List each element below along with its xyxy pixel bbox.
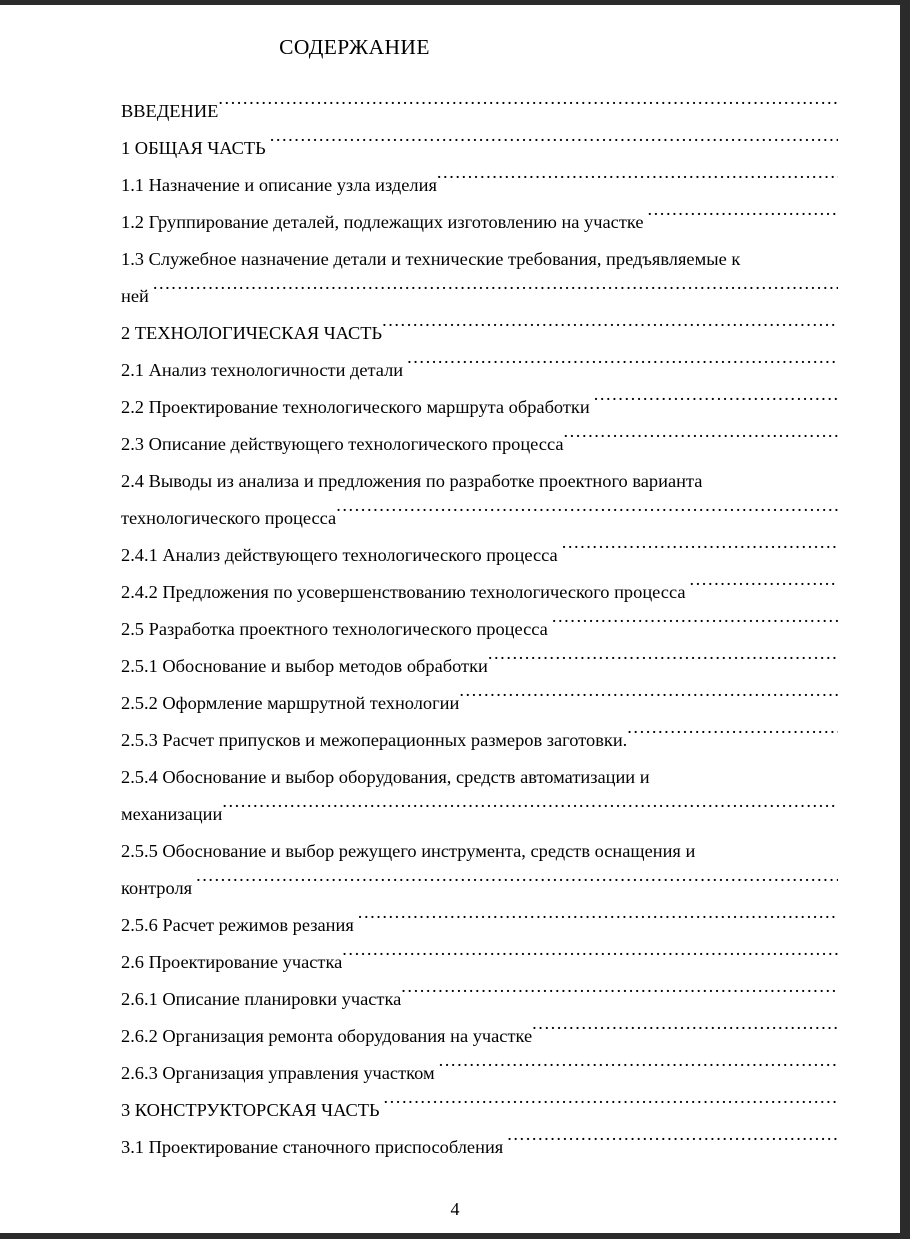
toc-entry-label: технологического процесса	[121, 508, 337, 528]
toc-entry[interactable]	[121, 796, 838, 833]
toc-dot-leader	[558, 543, 838, 561]
toc-entry[interactable]	[121, 1018, 838, 1055]
toc-entry-label: механизации	[121, 804, 223, 824]
toc-entry[interactable]	[121, 167, 838, 204]
toc-entry[interactable]	[121, 1055, 838, 1092]
toc-entry-label: 2.5.6 Расчет режимов резания	[121, 915, 354, 935]
toc-dot-leader	[650, 765, 838, 783]
toc-dot-leader	[382, 321, 838, 339]
toc-entry-label: 2.2 Проектирование технологического маршрута обработки	[121, 397, 590, 417]
toc-dot-leader	[740, 247, 838, 265]
toc-dot-leader	[532, 1024, 838, 1042]
toc-entry[interactable]	[121, 574, 838, 611]
toc-dot-leader	[503, 1135, 838, 1153]
toc-entry-label: 2.4.2 Предложения по усовершенствованию технологического процесса	[121, 582, 686, 602]
page-number: 4	[450, 1199, 460, 1219]
toc-entry[interactable]	[121, 537, 838, 574]
toc-dot-leader	[459, 691, 838, 709]
toc-entry-label: 1.1 Назначение и описание узла изделия	[121, 175, 437, 195]
toc-entry-label: 3.1 Проектирование станочного приспособления	[121, 1137, 504, 1157]
toc-dot-leader	[644, 210, 838, 228]
toc-dot-leader	[564, 432, 838, 450]
page-bottom-rule	[0, 1233, 910, 1235]
toc-entry-label: 1.2 Группирование деталей, подлежащих изготовлению на участке	[121, 212, 644, 232]
toc-entry-label: 2 ТЕХНОЛОГИЧЕСКАЯ ЧАСТЬ	[121, 323, 383, 343]
toc-dot-leader	[437, 173, 838, 191]
toc-entry-label: ней	[121, 286, 149, 306]
toc-entry-label: 2.1 Анализ технологичности детали	[121, 360, 404, 380]
toc-dot-leader	[627, 728, 838, 746]
toc-entry[interactable]	[121, 93, 838, 130]
toc-dot-leader	[380, 1098, 838, 1116]
toc-dot-leader	[702, 469, 838, 487]
toc-dot-leader	[695, 839, 838, 857]
toc-entry[interactable]	[121, 463, 838, 500]
page-title	[121, 32, 838, 62]
toc-entry-label: 2.5.2 Оформление маршрутной технологии	[121, 693, 460, 713]
toc-entry-label: 2.6.2 Организация ремонта оборудования на участке	[121, 1026, 533, 1046]
toc-entry[interactable]	[121, 981, 838, 1018]
toc-entry[interactable]	[121, 315, 838, 352]
toc-dot-leader	[149, 284, 838, 302]
toc-dot-leader	[218, 99, 838, 117]
toc-entry-label: 2.5 Разработка проектного технологического процесса	[121, 619, 548, 639]
toc-dot-leader	[403, 358, 838, 376]
toc-entry[interactable]	[121, 241, 838, 278]
toc-entry[interactable]	[121, 1129, 838, 1166]
toc-entry-label: 2.5.1 Обоснование и выбор методов обработки	[121, 656, 488, 676]
toc-entry-label: 2.4.1 Анализ действующего технологического процесса	[121, 545, 558, 565]
document-page	[0, 5, 900, 1233]
toc-entry-label: 2.3 Описание действующего технологического процесса	[121, 434, 564, 454]
toc-entry[interactable]	[121, 1092, 838, 1129]
toc-entry-label: 2.6 Проектирование участка	[121, 952, 343, 972]
toc-entry[interactable]	[121, 500, 838, 537]
toc-entry[interactable]	[121, 944, 838, 981]
toc-entry-label: 2.6.3 Организация управления участком	[121, 1063, 435, 1083]
toc-dot-leader	[222, 802, 838, 820]
toc-dot-leader	[336, 506, 838, 524]
toc-entry-label: контроля	[121, 878, 193, 898]
toc-entry[interactable]	[121, 278, 838, 315]
toc-dot-leader	[686, 580, 839, 598]
toc-dot-leader	[354, 913, 838, 931]
page-title-text: СОДЕРЖАНИЕ	[279, 35, 430, 59]
toc-entry[interactable]	[121, 352, 838, 389]
toc-entry-label: 2.6.1 Описание планировки участка	[121, 989, 402, 1009]
toc-dot-leader	[435, 1061, 838, 1079]
toc-entry-label: 2.4 Выводы из анализа и предложения по разработке проектного варианта	[121, 471, 703, 491]
toc-dot-leader	[488, 654, 838, 672]
table-of-contents	[121, 93, 838, 1166]
toc-entry[interactable]	[121, 722, 838, 759]
toc-entry-label: 2.5.3 Расчет припусков и межоперационных размеров заготовки.	[121, 730, 628, 750]
toc-entry-label: 2.5.4 Обоснование и выбор оборудования, средств автоматизации и	[121, 767, 650, 787]
toc-entry[interactable]	[121, 426, 838, 463]
toc-entry[interactable]	[121, 685, 838, 722]
toc-entry[interactable]	[121, 907, 838, 944]
toc-dot-leader	[266, 136, 838, 154]
toc-entry-label: 1.3 Служебное назначение детали и технические требования, предъявляемые к	[121, 249, 741, 269]
toc-entry[interactable]	[121, 130, 838, 167]
toc-dot-leader	[401, 987, 838, 1005]
toc-entry-label: ВВЕДЕНИЕ	[121, 101, 219, 121]
toc-entry[interactable]	[121, 611, 838, 648]
toc-dot-leader	[590, 395, 838, 413]
toc-entry[interactable]	[121, 389, 838, 426]
toc-dot-leader	[192, 876, 838, 894]
toc-entry-label: 2.5.5 Обоснование и выбор режущего инструмента, средств оснащения и	[121, 841, 696, 861]
toc-entry-label: 1 ОБЩАЯ ЧАСТЬ	[121, 138, 266, 158]
toc-dot-leader	[548, 617, 838, 635]
toc-entry[interactable]	[121, 833, 838, 870]
toc-entry[interactable]	[121, 870, 838, 907]
toc-entry-label: 3 КОНСТРУКТОРСКАЯ ЧАСТЬ	[121, 1100, 380, 1120]
toc-dot-leader	[342, 950, 838, 968]
toc-entry[interactable]	[121, 759, 838, 796]
toc-entry[interactable]	[121, 204, 838, 241]
toc-entry[interactable]	[121, 648, 838, 685]
